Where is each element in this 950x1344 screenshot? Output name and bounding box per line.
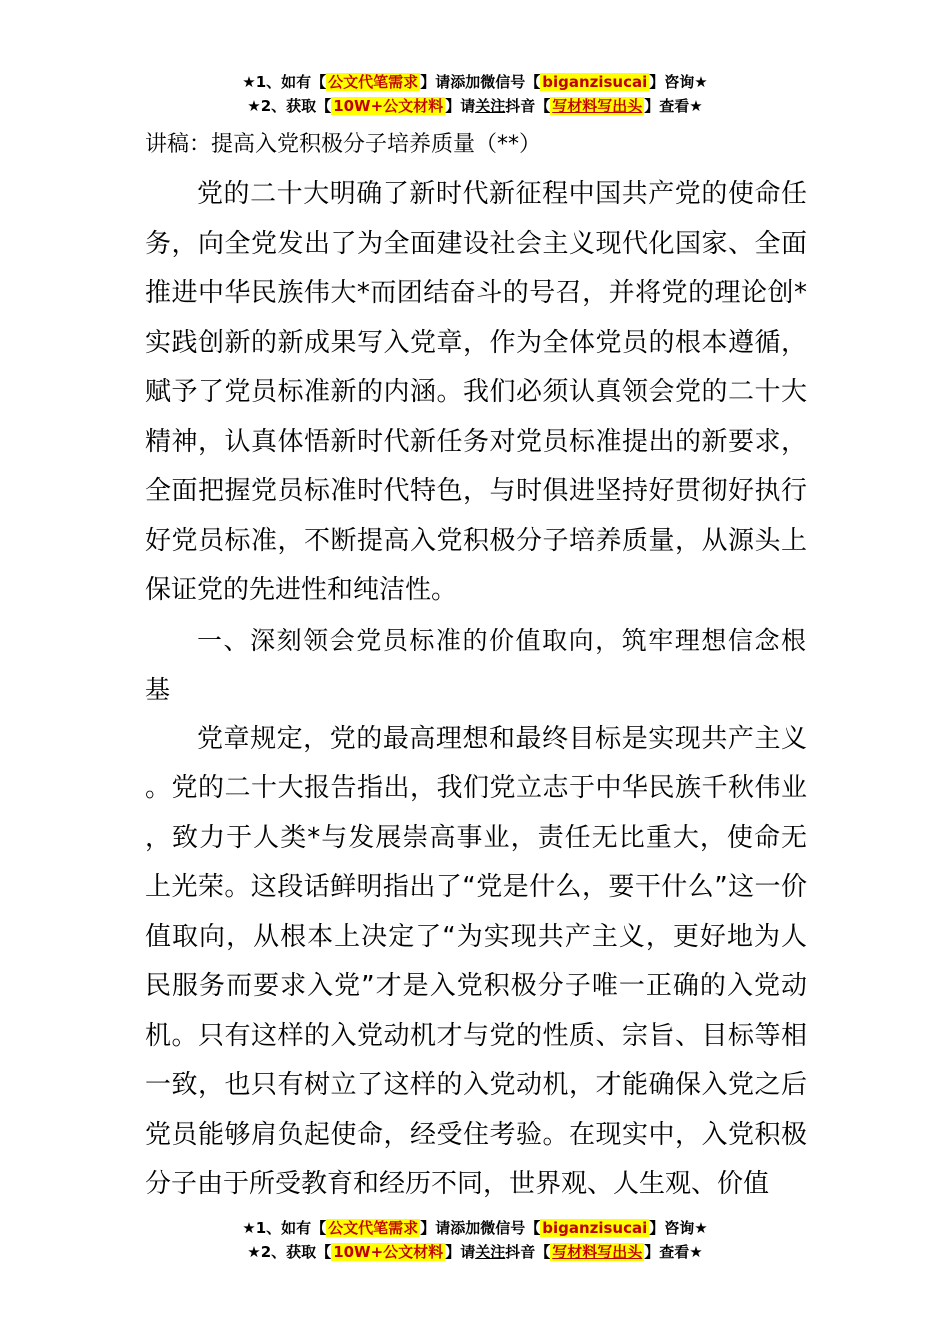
promo-line-2	[0, 1240, 950, 1264]
promo-highlight-materials: 10W+公文材料	[333, 1243, 444, 1261]
promo-line-2	[0, 94, 950, 118]
promo-line-2-mid-c: 抖音【	[505, 1243, 551, 1261]
promo-follow-link[interactable]: 关注	[475, 1243, 506, 1261]
promo-highlight-douyin-account[interactable]: 写材料写出头	[552, 97, 643, 115]
document-body	[145, 170, 807, 1210]
section-heading: 一、深刻领会党员标准的价值取向，筑牢理想信念根基	[145, 625, 807, 704]
promo-line-1-prefix: ★1、如有【	[242, 1219, 327, 1237]
promo-line-2-mid-c: 抖音【	[505, 97, 551, 115]
promo-line-1-mid: 】请添加微信号【	[420, 1219, 541, 1237]
promo-line-2-prefix: ★2、获取【	[247, 97, 332, 115]
promo-highlight-wechat-id: biganzisucai	[542, 1219, 648, 1237]
body-paragraph: 党的二十大明确了新时代新征程中国共产党的使命任务，向全党发出了为全面建设社会主义现代化国家、全面推进中华民族伟大*而团结奋斗的号召，并将党的理论创*实践创新的新成果写入党章，作为全体党员的根本遵循，赋予了党员标准新的内涵。我们必须认真领会党的二十大精神，认真体悟新时代新任务对党员标准提出的新要求，全面把握党员标准时代特色，与时俱进坚持好贯彻好执行好党员标准，不断提高入党积极分子培养质量，从源头上保证党的先进性和纯洁性。	[145, 179, 807, 605]
promo-line-1	[0, 1216, 950, 1240]
promo-line-2-mid-a: 】请	[445, 1243, 476, 1261]
promo-line-1-suffix: 】咨询★	[649, 73, 708, 91]
promo-highlight-writing-service: 公文代笔需求	[328, 1219, 419, 1237]
promo-highlight-materials: 10W+公文材料	[333, 97, 444, 115]
promo-line-1-suffix: 】咨询★	[649, 1219, 708, 1237]
promo-banner-bottom	[0, 1216, 950, 1264]
promo-highlight-writing-service: 公文代笔需求	[328, 73, 419, 91]
promo-line-1	[0, 70, 950, 94]
promo-line-1-prefix: ★1、如有【	[242, 73, 327, 91]
promo-highlight-wechat-id: biganzisucai	[542, 73, 648, 91]
body-paragraph: 党章规定，党的最高理想和最终目标是实现共产主义。党的二十大报告指出，我们党立志于中华民族千秋伟业，致力于人类*与发展崇高事业，责任无比重大，使命无上光荣。这段话鲜明指出了“党是什么，要干什么”这一价值取向，从根本上决定了“为实现共产主义，更好地为人民服务而要求入党”才是入党积极分子唯一正确的入党动机。只有这样的入党动机才与党的性质、宗旨、目标等相一致，也只有树立了这样的入党动机，才能确保入党之后党员能够肩负起使命，经受住考验。在现实中，入党积极分子由于所受教育和经历不同，世界观、人生观、价值	[145, 723, 807, 1199]
promo-highlight-douyin-account[interactable]: 写材料写出头	[552, 1243, 643, 1261]
promo-line-2-mid-a: 】请	[445, 97, 476, 115]
promo-follow-link[interactable]: 关注	[475, 97, 506, 115]
promo-line-2-suffix: 】查看★	[644, 97, 703, 115]
document-title: 讲稿：提高入党积极分子培养质量（**）	[145, 132, 542, 157]
promo-line-2-prefix: ★2、获取【	[247, 1243, 332, 1261]
promo-line-2-suffix: 】查看★	[644, 1243, 703, 1261]
promo-line-1-mid: 】请添加微信号【	[420, 73, 541, 91]
promo-banner-top	[0, 70, 950, 118]
